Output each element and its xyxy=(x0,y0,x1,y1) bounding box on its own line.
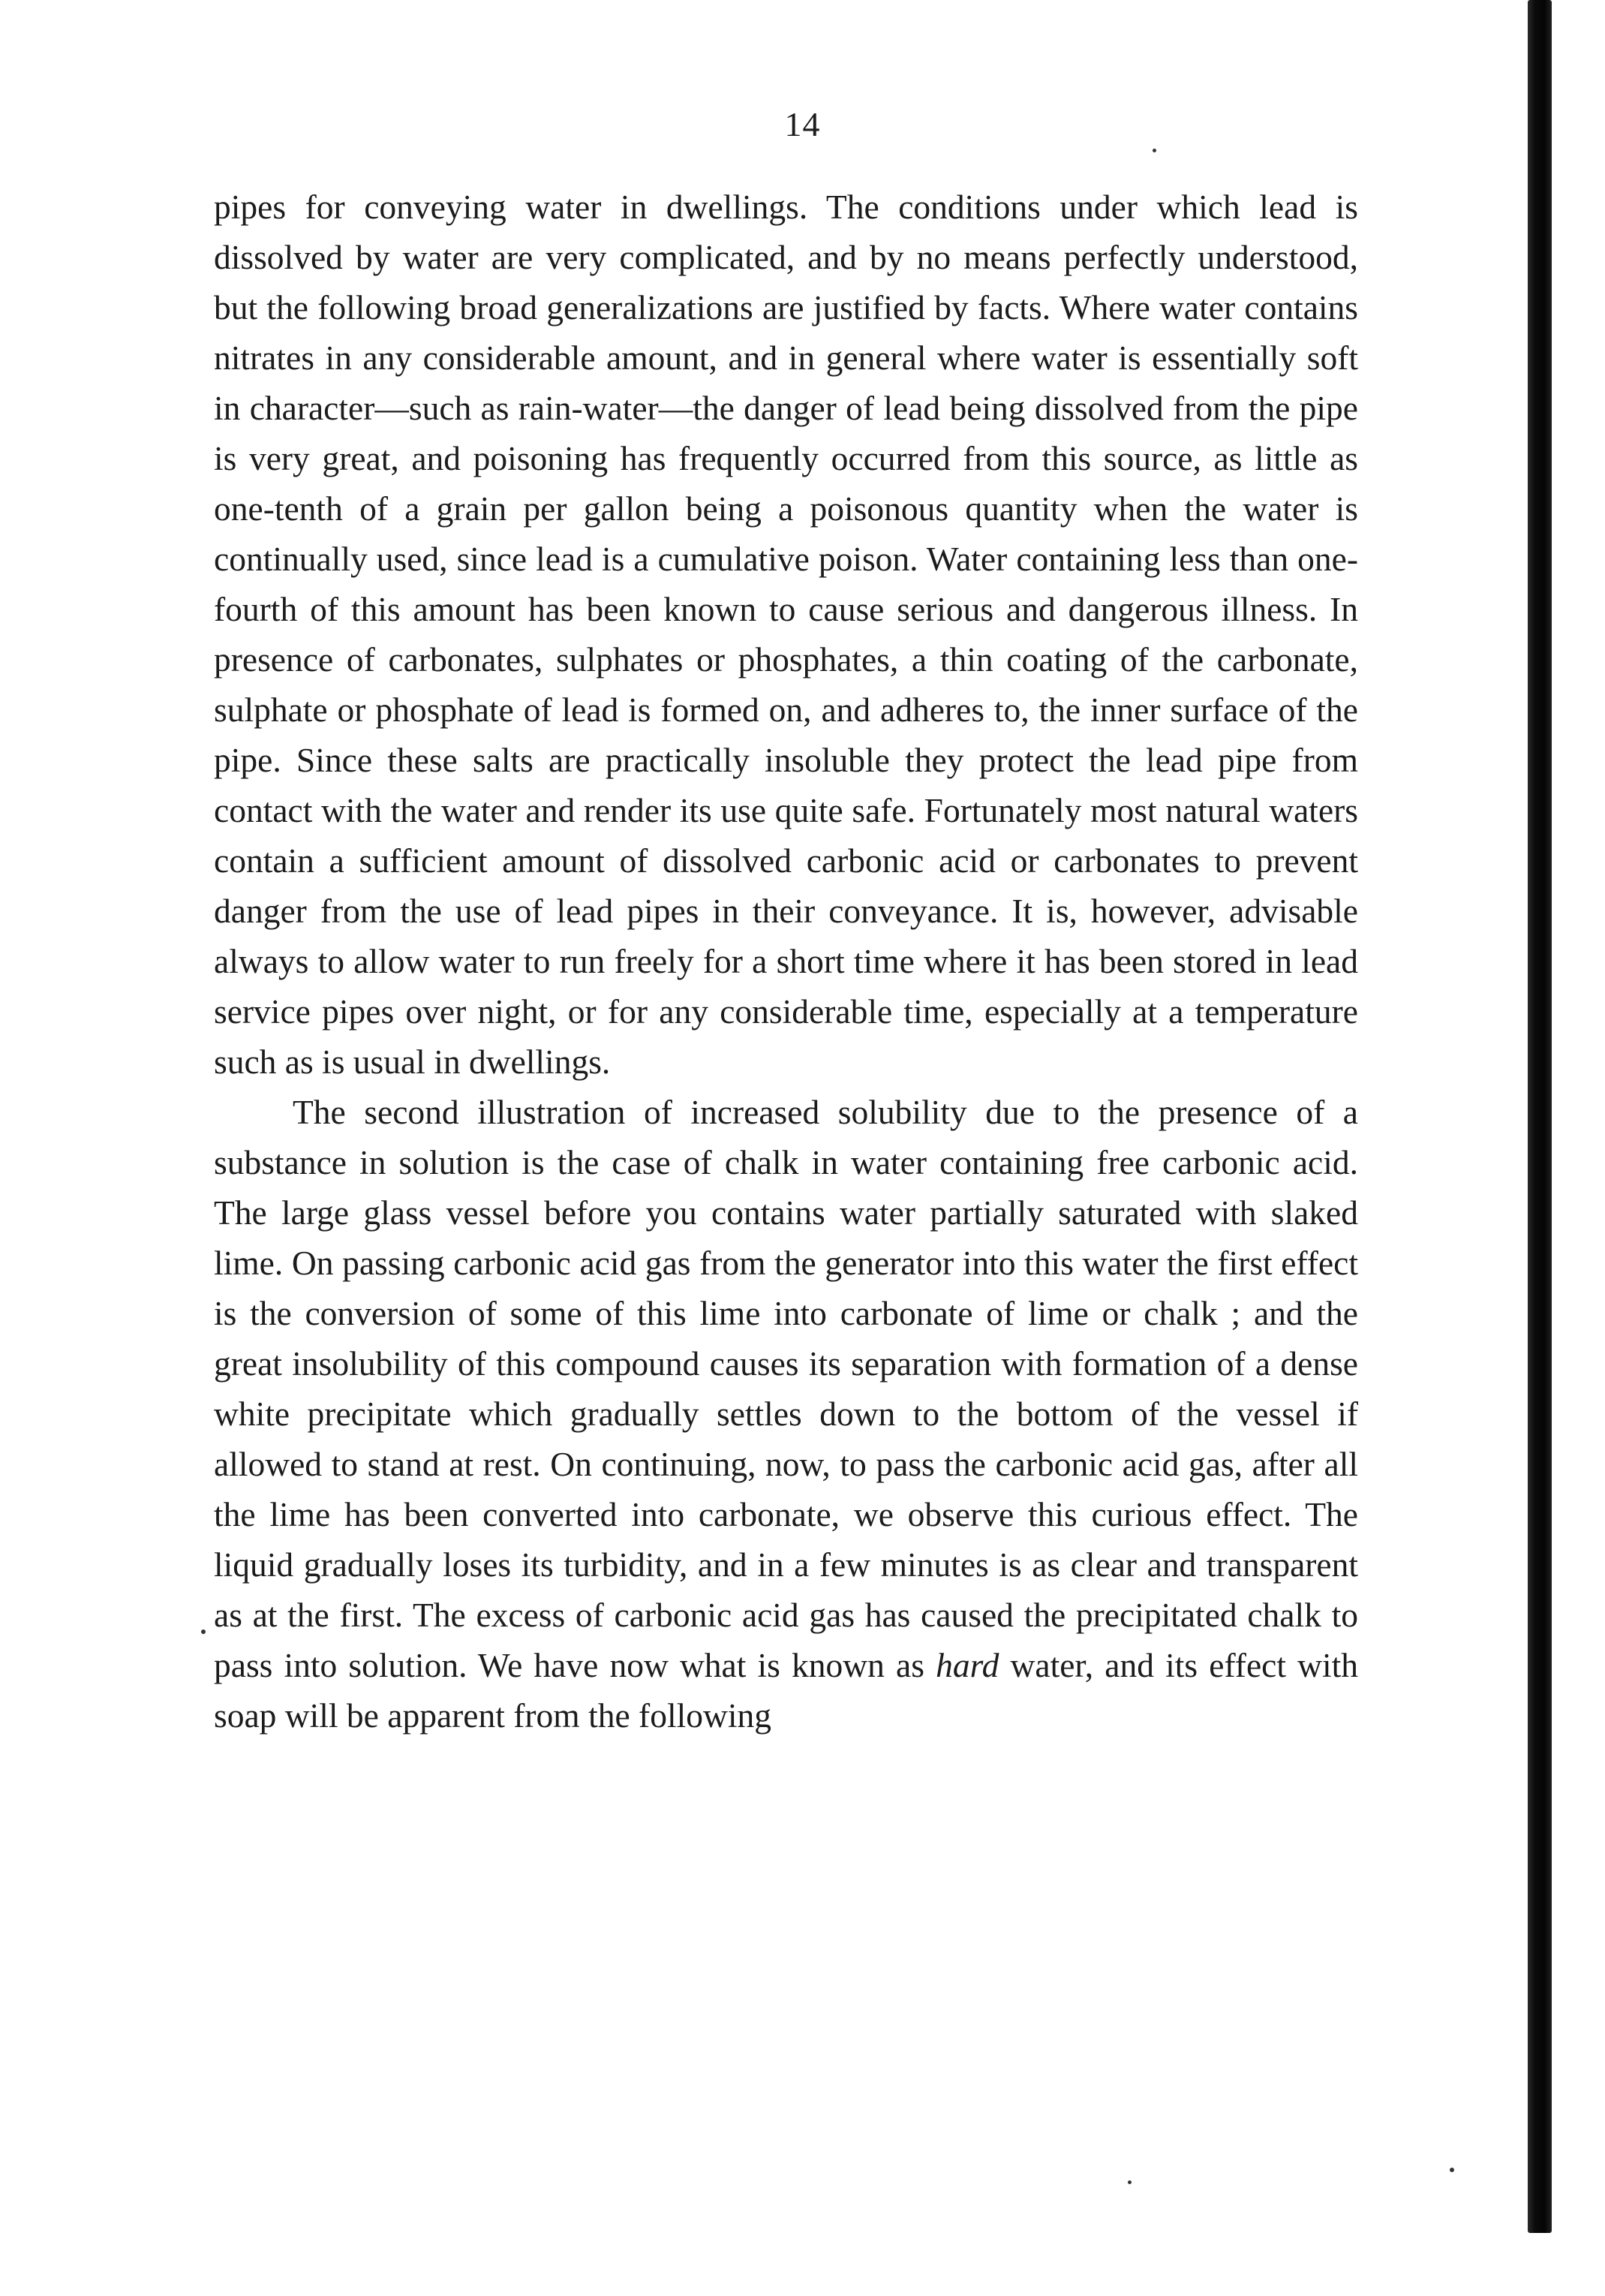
scan-speck xyxy=(1153,149,1156,152)
scan-speck xyxy=(201,1629,206,1634)
scan-speck xyxy=(1450,2168,1454,2172)
page-number: 14 xyxy=(784,105,821,143)
paragraph-text: water, and its effect with soap will be apparent from the following xyxy=(214,1646,1359,1735)
paragraph-text: The second illustration of increased solubility due to the presence of a substance in solution is the case of chalk in water containing free carbonic acid. The large glass vessel before you contains water partially saturated with slaked lime. On passing carbonic acid gas from the generator into this water the first effect is the conversion of some of this lime into carbonate of lime or chalk ; and the great insolubility of this compound causes its separation with formation of a dense white precipitate which gradually settles down to the bottom of the vessel if allowed to stand at rest. On continuing, now, to pass the carbonic acid gas, after all the lime has been converted into carbonate, we observe this curious effect. The liquid gradually loses its turbidity, and in a few minutes is as clear and transparent as at the first. The excess of carbonic acid gas has caused the precipitated chalk to pass into solution. We have now what is known as xyxy=(214,1093,1358,1684)
scan-speck xyxy=(1128,2180,1132,2184)
paragraph: pipes for conveying water in dwellings. The conditions under which lead is dissolved by water are very complicated, and by no means perfectly understood, but the following broad generalizations are justified by facts. Where water contains nitrates in any considerable amount, and in general where water is essentially soft in character—such as rain-water—the danger of lead being dissolved from the pipe is very great, and poisoning has frequently occurred from this source, as little as one-tenth of a grain per gallon being a poisonous quantity when the water is continually used, since lead is a cumulative poison. Water containing less than one-fourth of this amount has been known to cause serious and dangerous illness. In presence of carbonates, sulphates or phosphates, a thin coating of the carbonate, sulphate or phosphate of lead is formed on, and adheres to, the inner surface of the pipe. Since these salts are practically insoluble they protect the lead pipe from contact with the water and render its use quite safe. Fortunately most natural waters contain a sufficient amount of dissolved carbonic acid or carbonates to prevent danger from the use of lead pipes in their conveyance. It is, however, advisable always to allow water to run freely for a short time where it has been stored in lead service pipes over night, or for any considerable time, especially at a temperature such as is usual in dwellings. xyxy=(214,188,1358,1081)
scan-binding-edge xyxy=(1528,0,1552,2233)
paragraph xyxy=(214,1087,1358,1741)
italic-word: hard xyxy=(936,1646,999,1684)
body-text xyxy=(214,182,1358,1741)
